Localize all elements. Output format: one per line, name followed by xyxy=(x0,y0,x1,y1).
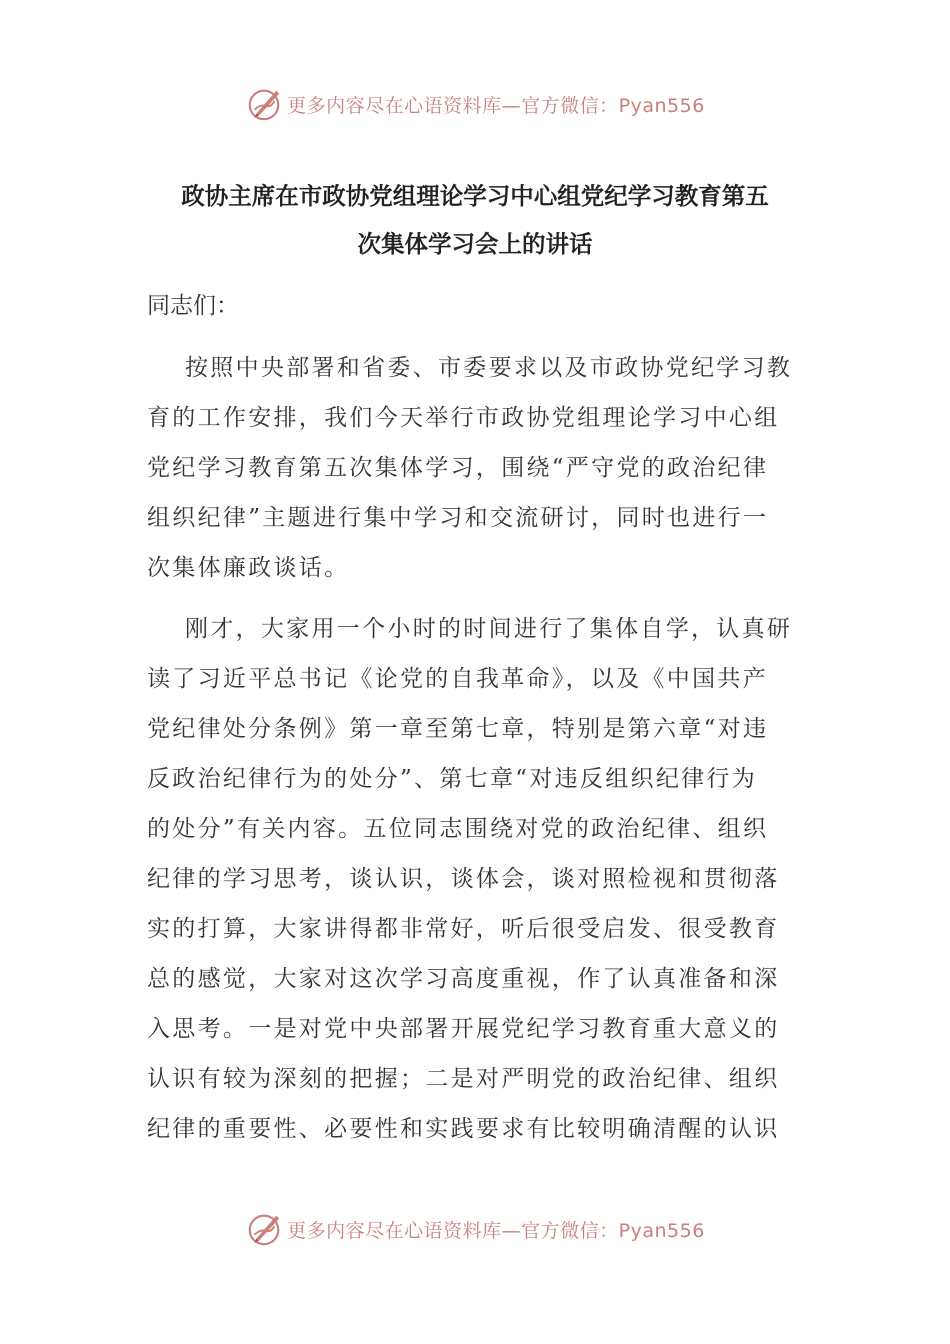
paragraph-line: 反政治纪律行为的处分”、第七章“对违反组织纪律行为 xyxy=(147,766,758,792)
paragraph-line: 入思考。一是对党中央部署开展党纪学习教育重大意义的 xyxy=(147,1016,780,1042)
paragraph-line: 实的打算，大家讲得都非常好，听后很受启发、很受教育 xyxy=(147,916,780,942)
title-line: 次集体学习会上的讲话 xyxy=(357,230,593,258)
paragraph-line: 读了习近平总书记《论党的自我革命》，以及《中国共产 xyxy=(147,666,768,692)
salutation: 同志们： xyxy=(147,293,239,319)
title-line: 政协主席在市政协党组理论学习中心组党纪学习教育第五 xyxy=(181,182,769,210)
paragraph xyxy=(147,343,807,593)
paragraph-line: 党纪学习教育第五次集体学习，围绕“严守党的政治纪律 xyxy=(147,455,769,481)
paragraph-line: 组织纪律”主题进行集中学习和交流研讨，同时也进行一 xyxy=(147,505,769,531)
paragraph-line: 纪律的学习思考，谈认识，谈体会，谈对照检视和贯彻落 xyxy=(147,866,780,892)
pen-logo-icon xyxy=(245,1210,283,1248)
watermark-text: 更多内容尽在心语资料库—官方微信：Pyan556 xyxy=(287,1219,705,1242)
paragraph-line: 育的工作安排，我们今天举行市政协党组理论学习中心组 xyxy=(147,405,780,431)
header-watermark xyxy=(0,84,950,124)
paragraph-line: 次集体廉政谈话。 xyxy=(147,555,350,581)
paragraph-line: 党纪律处分条例》第一章至第七章，特别是第六章“对违 xyxy=(147,716,769,742)
paragraph-line: 总的感觉，大家对这次学习高度重视，作了认真准备和深 xyxy=(147,966,780,992)
paragraph-line: 按照中央部署和省委、市委要求以及市政协党纪学习教 xyxy=(185,355,793,381)
paragraph-line: 的处分”有关内容。五位同志围绕对党的政治纪律、组织 xyxy=(147,816,769,842)
paragraph-line: 刚才，大家用一个小时的时间进行了集体自学，认真研 xyxy=(185,616,793,642)
paragraph-line: 认识有较为深刻的把握；二是对严明党的政治纪律、组织 xyxy=(147,1066,780,1092)
footer-watermark xyxy=(0,1209,950,1249)
paragraph-line: 纪律的重要性、必要性和实践要求有比较明确清醒的认识 xyxy=(147,1116,780,1142)
pen-logo-icon xyxy=(245,85,283,123)
document-title xyxy=(140,172,810,268)
watermark-text: 更多内容尽在心语资料库—官方微信：Pyan556 xyxy=(287,94,705,117)
paragraph xyxy=(147,604,807,1154)
